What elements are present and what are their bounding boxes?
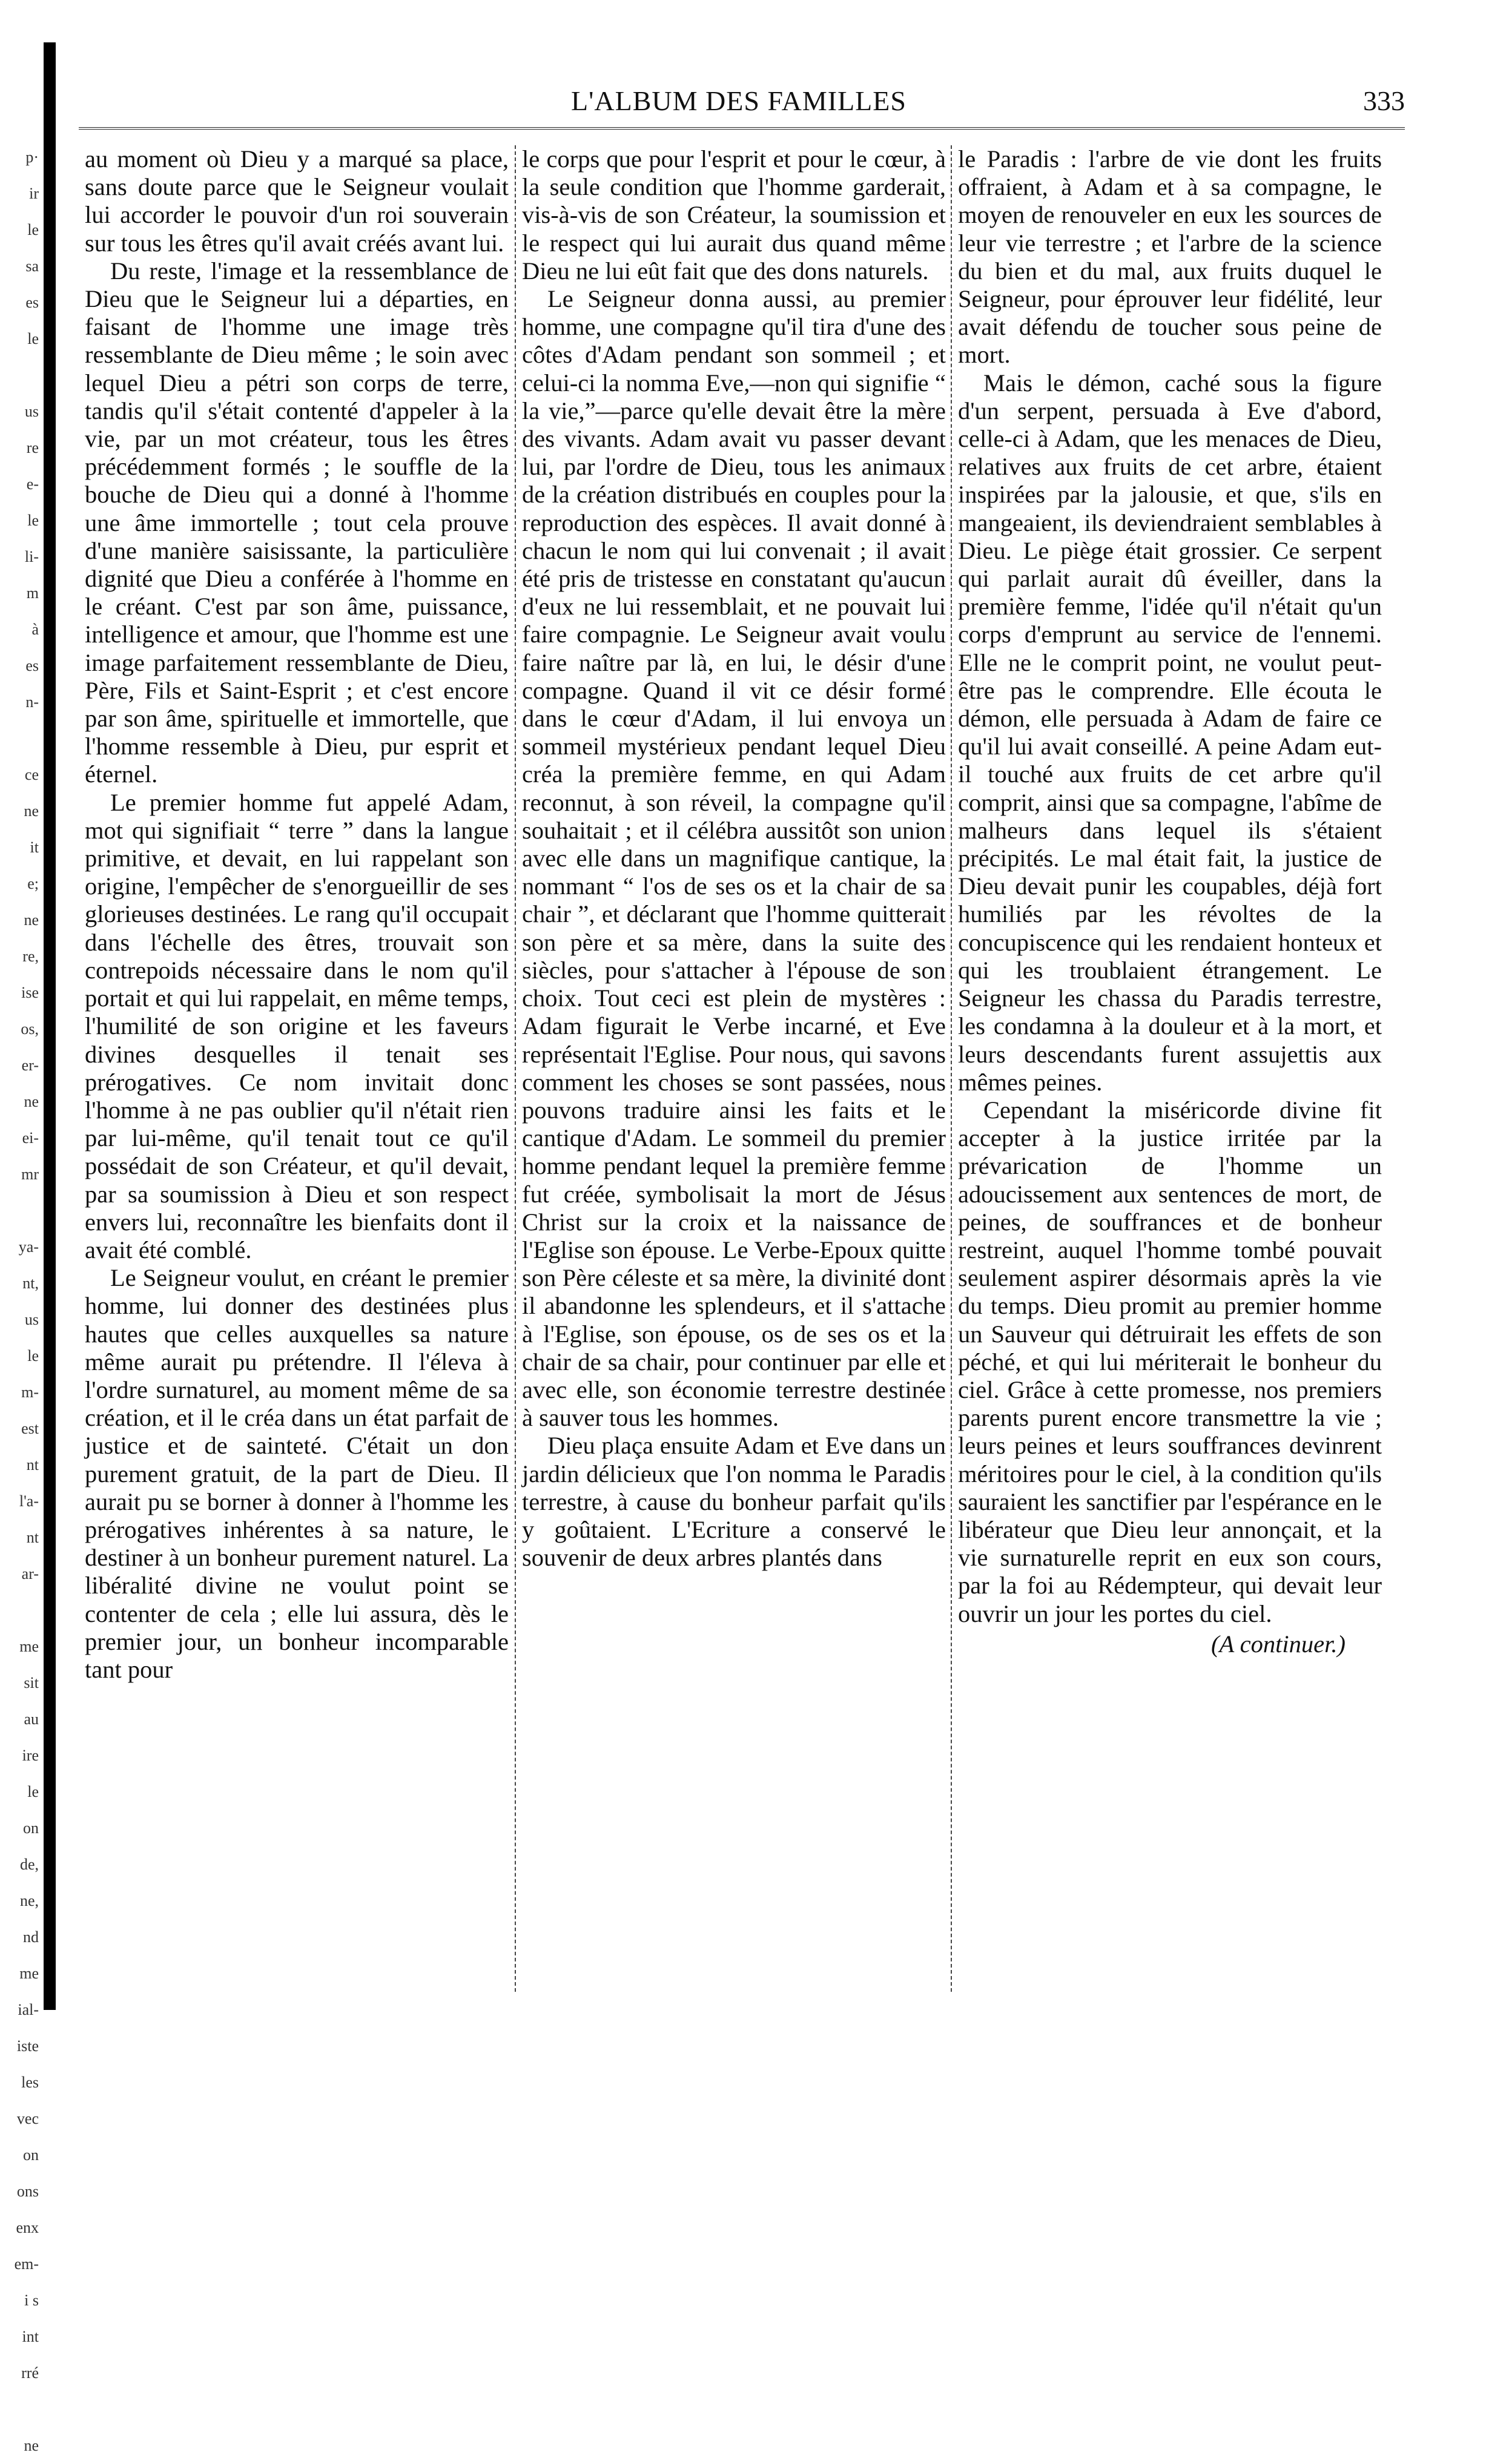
- margin-fragment: ial-: [18, 2001, 39, 2018]
- margin-fragment: i s: [24, 2291, 39, 2309]
- margin-fragment: mr: [21, 1165, 39, 1183]
- margin-fragment: le: [27, 330, 39, 348]
- margin-fragment: nd: [23, 1928, 39, 1946]
- margin-fragment: os,: [21, 1020, 39, 1038]
- margin-fragment: le: [27, 1347, 39, 1365]
- margin-fragment: re,: [22, 947, 39, 965]
- margin-fragment: me: [19, 1638, 39, 1655]
- margin-fragment: it: [30, 838, 39, 856]
- margin-fragment: us: [24, 403, 39, 420]
- continuation-note: (A continuer.): [1211, 1630, 1346, 1658]
- margin-fragment: m-: [21, 1383, 39, 1401]
- margin-fragment: es: [25, 294, 39, 311]
- margin-fragment: p·: [25, 148, 39, 166]
- margin-fragment: ire: [22, 1747, 39, 1764]
- paragraph: Cependant la miséricorde divine fit accepter à la justice irritée par la prévarication de l'homme un adoucissement aux sentences de mort, de peines, de souffrances et de bonheur restreint, auquel l'homme tombé pouvait seulement aspirer désormais après la vie du temps. Dieu promit au premier homme un Sauveur qui détruirait les effets de son péché, et qui lui mériterait le bonheur du ciel. Grâce à cette promesse, nos premiers parents purent encore transmettre la vie ; leurs peines et leurs souffrances devinrent méritoires pour le ciel, à la condition qu'ils sauraient les sanctifier par l'espérance en le libérateur que Dieu leur annonçait, et la vie surnaturelle reprit en eux son cours, par la foi au Rédempteur, qui devait leur ouvrir un jour les portes du ciel.: [958, 1096, 1382, 1627]
- margin-fragment: vec: [16, 2110, 39, 2127]
- margin-fragment: e-: [26, 475, 39, 493]
- column-separator: [515, 145, 516, 1992]
- text-column-1: [85, 145, 509, 1998]
- margin-fragment: [0, 2391, 42, 2428]
- margin-fragment: les: [21, 2074, 39, 2091]
- margin-fragment: ne: [24, 911, 39, 929]
- binding-shadow: [44, 42, 56, 2010]
- margin-fragment: [0, 357, 42, 394]
- adjacent-page-margin: [0, 139, 42, 2454]
- margin-fragment: le: [27, 512, 39, 529]
- margin-fragment: nt: [26, 1456, 39, 1474]
- margin-fragment: l'a-: [19, 1492, 39, 1510]
- margin-fragment: sa: [25, 257, 39, 275]
- margin-fragment: nt: [26, 1529, 39, 1546]
- margin-fragment: me: [19, 1965, 39, 1982]
- publication-title: L'ALBUM DES FAMILLES: [571, 85, 906, 116]
- margin-fragment: à: [31, 621, 39, 638]
- margin-fragment: m: [26, 584, 39, 602]
- paragraph: Dieu plaça ensuite Adam et Eve dans un jardin délicieux que l'on nomma le Paradis terrestre, à cause du bonheur parfait qu'ils y goûtaient. L'Ecriture a conservé le souvenir de deux arbres plantés dans: [522, 1432, 946, 1572]
- margin-fragment: sit: [24, 1674, 39, 1692]
- paragraph: Le Seigneur donna aussi, au premier homme, une compagne qu'il tira d'une des côtes d'Adam pendant son sommeil ; et celui-ci la nomma Eve,—non qui signifie “ la vie,”—parce qu'elle devait être la mère des vivants. Adam avait vu passer devant lui, par l'ordre de Dieu, tous les animaux de la création distribués en couples pour la reproduction des espèces. Il avait donné à chacun le nom qui lui convenait ; il avait été pris de tristesse en constatant qu'aucun d'eux ne lui ressemblait, et ne pouvait lui faire compagnie. Le Seigneur avait voulu faire naître par là, en lui, le désir d'une compagne. Quand il vit ce désir formé dans le cœur d'Adam, il lui envoya un sommeil mystérieux pendant lequel Dieu créa la première femme, en qui Adam reconnut, à son réveil, la compagne qu'il souhaitait ; et il célébra aussitôt son union avec elle dans un magnifique cantique, la nommant “ l'os de ses os et la chair de sa chair ”, et déclarant que l'homme quitterait son père et sa mère, dans la suite des siècles, pour s'attacher à l'épouse de son choix. Tout ceci est plein de mystères : Adam figurait le Verbe incarné, et Eve représentait l'Eglise. Pour nous, qui savons comment les choses se sont passées, nous pouvons traduire ainsi les faits et le cantique d'Adam. Le sommeil du premier homme pendant lequel la première femme fut créée, symbolisait la mort de Jésus Christ sur la croix et la naissance de l'Eglise son épouse. Le Verbe-Epoux quitte son Père céleste et sa mère, la divinité dont il abandonne les splendeurs, et il s'attache à l'Eglise, son épouse, os de ses os et la chair de sa chair, pour continuer par elle et avec elle, son économie terrestre destinée à sauver tous les hommes.: [522, 285, 946, 1432]
- margin-fragment: rré: [21, 2364, 39, 2382]
- margin-fragment: us: [24, 1311, 39, 1328]
- margin-fragment: ne,: [19, 1892, 39, 1909]
- paragraph: le corps que pour l'esprit et pour le cœur, à la seule condition que l'homme garderait, vis-à-vis de son Créateur, la soumission et le respect qui lui aurait dus quand même Dieu ne lui eût fait que des dons naturels.: [522, 145, 946, 285]
- column-separator: [951, 145, 952, 1992]
- margin-fragment: li-: [24, 548, 39, 565]
- margin-fragment: ce: [24, 766, 39, 783]
- paragraph: le Paradis : l'arbre de vie dont les fruits offraient, à Adam et à sa compagne, le moyen de renouveler en eux les sources de leur vie terrestre ; et l'arbre de la science du bien et du mal, aux fruits duquel le Seigneur, pour éprouver leur fidélité, leur avait défendu de toucher sous peine de mort.: [958, 145, 1382, 369]
- text-column-3: [958, 145, 1382, 1998]
- margin-fragment: ne: [24, 802, 39, 820]
- margin-fragment: [0, 1592, 42, 1629]
- margin-fragment: nt,: [22, 1274, 39, 1292]
- margin-fragment: ne: [24, 2437, 39, 2454]
- margin-fragment: ons: [16, 2182, 39, 2200]
- text-column-2: [522, 145, 946, 1998]
- margin-fragment: au: [24, 1710, 39, 1728]
- margin-fragment: iste: [16, 2037, 39, 2055]
- margin-fragment: em-: [14, 2255, 39, 2273]
- margin-fragment: ei-: [22, 1129, 39, 1147]
- margin-fragment: de,: [19, 1856, 39, 1873]
- paragraph: Le Seigneur voulut, en créant le premier homme, lui donner des destinées plus hautes que celles auxquelles sa nature même aurait pu prétendre. Il l'éleva à l'ordre surnaturel, au moment même de sa création, et il le créa dans un état parfait de justice et de sainteté. C'était un don purement gratuit, de la part de Dieu. Il aurait pu se borner à donner à l'homme les prérogatives inhérentes à sa nature, le destiner à un bonheur purement naturel. La libéralité divine ne voulut point se contenter de cela ; elle lui assura, dès le premier jour, un bonheur incomparable tant pour: [85, 1264, 509, 1683]
- paragraph: au moment où Dieu y a marqué sa place, sans doute parce que le Seigneur voulait lui accorder le pouvoir d'un roi souverain sur tous les êtres qu'il avait créés avant lui.: [85, 145, 509, 257]
- margin-fragment: int: [22, 2328, 39, 2345]
- margin-fragment: ya-: [18, 1238, 39, 1256]
- margin-fragment: on: [23, 1819, 39, 1837]
- paragraph: Le premier homme fut appelé Adam, mot qui signifiait “ terre ” dans la langue primitive, et devait, en lui rappelant son origine, l'empêcher de s'enorgueillir de ses glorieuses destinées. Le rang qu'il occupait dans l'échelle des êtres, trouvait son contrepoids nécessaire dans le nom qu'il portait et qui lui rappelait, en même temps, l'humilité de son origine et les faveurs divines desquelles il tenait ses prérogatives. Ce nom invitait donc l'homme à ne pas oublier qu'il n'était rien par lui-même, qu'il tenait tout ce qu'il possédait de son Créateur, et qu'il devait, par sa soumission à Dieu et son respect envers lui, reconnaître les bienfaits dont il avait été comblé.: [85, 788, 509, 1263]
- margin-fragment: re: [26, 439, 39, 456]
- margin-fragment: er-: [21, 1056, 39, 1074]
- paragraph: Du reste, l'image et la ressemblance de Dieu que le Seigneur lui a départies, en faisant de l'homme une image très ressemblante de Dieu même ; le soin avec lequel Dieu a pétri son corps de terre, tandis qu'il s'était contenté d'appeler à la vie, par un mot créateur, tous les êtres précédemment formés ; le souffle de la bouche de Dieu qui a donné à l'homme une âme immortelle ; tout cela prouve d'une manière saisissante, la particulière dignité que Dieu a conférée à l'homme en le créant. C'est par son âme, puissance, intelligence et amour, que l'homme est une image parfaitement ressemblante de Dieu, Père, Fils et Saint-Esprit ; et c'est encore par son âme, spirituelle et immortelle, que l'homme ressemble à Dieu, pur esprit et éternel.: [85, 257, 509, 788]
- margin-fragment: est: [21, 1420, 39, 1437]
- running-header: [73, 85, 1405, 121]
- margin-fragment: n-: [25, 693, 39, 711]
- margin-fragment: e;: [27, 875, 39, 892]
- paragraph: Mais le démon, caché sous la figure d'un serpent, persuada à Eve d'abord, celle-ci à Adam, que les menaces de Dieu, relatives aux fruits de cet arbre, étaient inspirées par la jalousie, et que, s'ils en mangeaient, ils deviendraient semblables à Dieu. Le piège était grossier. Ce serpent qui parlait aurait dû éveiller, dans la première femme, l'idée qu'il n'était qu'un corps d'emprunt au service de l'ennemi. Elle ne le comprit point, ne voulut peut-être pas le comprendre. Elle écouta le démon, elle persuada à Adam de faire ce qu'il lui avait conseillé. A peine Adam eut-il touché aux fruits de cet arbre qu'il comprit, ainsi que sa compagne, l'abîme de malheurs dans lequel ils s'étaient précipités. Le mal était fait, la justice de Dieu devait punir les coupables, déjà fort humiliés par les révoltes de la concupiscence qui les rendaient honteux et qui les troublaient étrangement. Le Seigneur les chassa du Paradis terrestre, les condamna à la douleur et à la mort, et leurs descendants furent assujettis aux mêmes peines.: [958, 369, 1382, 1096]
- header-rule: [79, 127, 1405, 130]
- margin-fragment: [0, 720, 42, 757]
- margin-fragment: le: [27, 1783, 39, 1800]
- page-number: 333: [1363, 85, 1405, 116]
- margin-fragment: ne: [24, 1093, 39, 1110]
- margin-fragment: ir: [29, 185, 39, 202]
- margin-fragment: on: [23, 2146, 39, 2164]
- margin-fragment: enx: [16, 2219, 39, 2236]
- margin-fragment: ar-: [21, 1565, 39, 1583]
- margin-fragment: le: [27, 221, 39, 239]
- margin-fragment: [0, 1193, 42, 1229]
- margin-fragment: es: [25, 657, 39, 674]
- margin-fragment: ise: [21, 984, 39, 1001]
